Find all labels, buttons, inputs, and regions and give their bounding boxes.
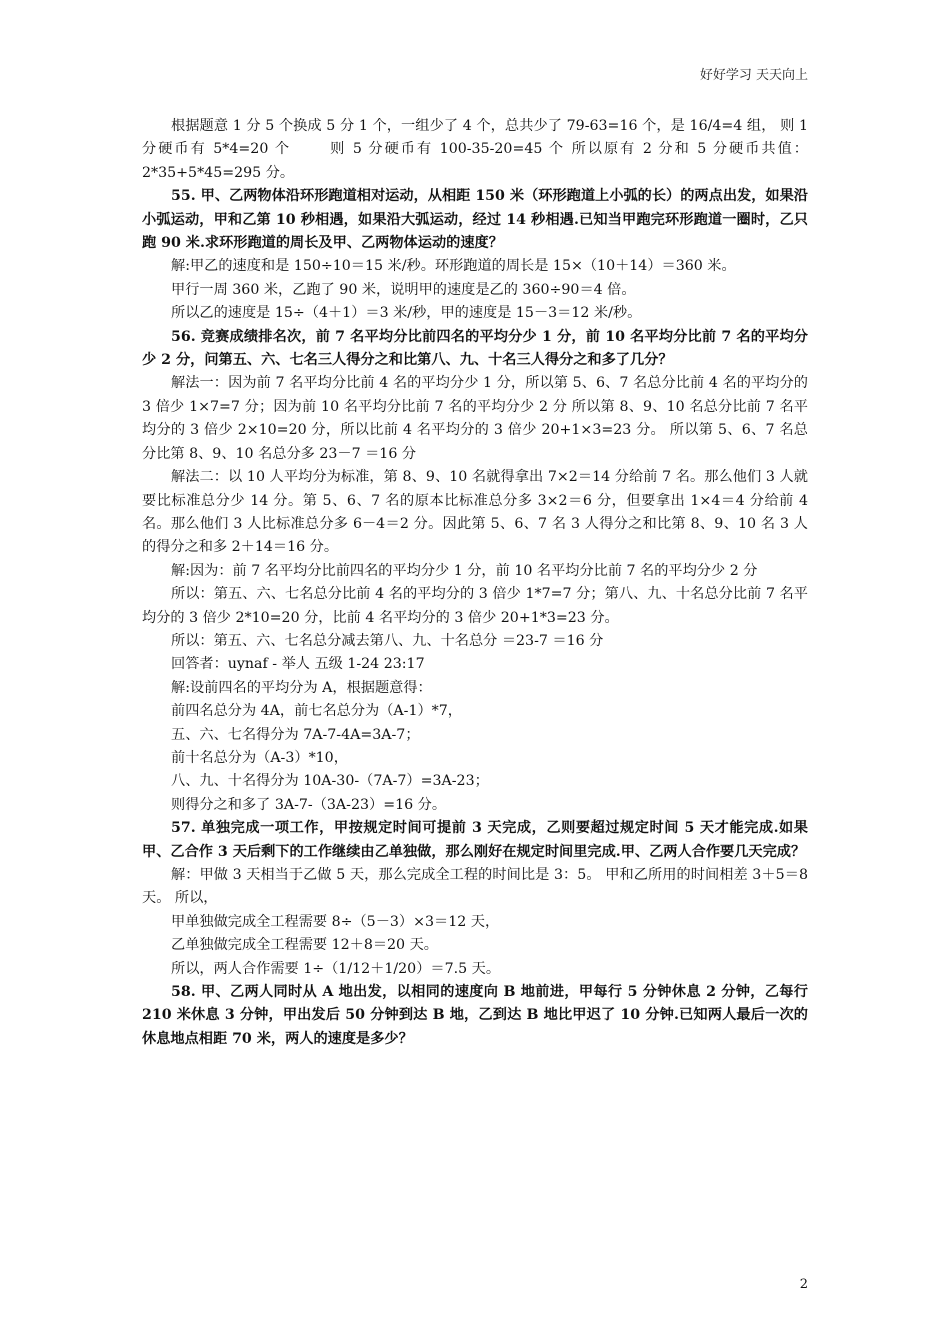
- solution-paragraph: 所以：第五、六、七名总分比前 4 名的平均分的 3 倍少 1*7=7 分；第八、九、十名总分比前 7 名平均分的 3 倍少 2*10=20 分，比前 4 名平均分的 3 倍少 20+1*3=23 分。: [142, 586, 808, 626]
- document-body: [142, 115, 813, 1051]
- solution-paragraph: 所以乙的速度是 15÷（4＋1）＝3 米/秒，甲的速度是 15－3＝12 米/秒。: [171, 305, 642, 322]
- solution-paragraph: 解:甲乙的速度和是 150÷10＝15 米/秒。环形跑道的周长是 15×（10＋14）＝360 米。: [171, 258, 736, 275]
- solution-paragraph: 所以：第五、六、七名总分减去第八、九、十名总分 ＝23-7 ＝16 分: [171, 632, 604, 649]
- question-paragraph: 55. 甲、乙两物体沿环形跑道相对运动，从相距 150 米（环形跑道上小弧的长）的两点出发，如果沿小弧运动，甲和乙第 10 秒相遇，如果沿大弧运动，经过 14 秒相遇.已知当甲跑完环形跑道一圈时，乙只跑 90 米.求环形跑道的周长及甲、乙两物体运动的速度？: [142, 188, 808, 252]
- solution-paragraph: 前四名总分为 4A，前七名总分为（A-1）*7，: [171, 703, 462, 720]
- solution-paragraph: 则得分之和多了 3A-7-（3A-23）=16 分。: [171, 796, 447, 813]
- solution-paragraph: 解法一：因为前 7 名平均分比前 4 名的平均分少 1 分，所以第 5、6、7 名总分比前 4 名的平均分的 3 倍少 1×7=7 分；因为前 10 名平均分比前 7 名的平均分少 2 分 所以第 8、9、10 名总分比前 7 名平均分的 3 倍少 2×10=20 分，所以比前 4 名平均分的 3 倍少 20+1×3=23 分。 所以第 5、6、7 名总分比第 8、9、10 名总分多 23－7 ＝16 分: [142, 375, 813, 462]
- page-number: 2: [799, 1277, 808, 1292]
- question-paragraph: 57. 单独完成一项工作，甲按规定时间可提前 3 天完成，乙则要超过规定时间 5 天才能完成.如果甲、乙合作 3 天后剩下的工作继续由乙单独做，那么刚好在规定时间里完成.甲、乙两人合作要几天完成？: [142, 820, 808, 860]
- solution-paragraph: 解:因为：前 7 名平均分比前四名的平均分少 1 分，前 10 名平均分比前 7 名的平均分少 2 分: [171, 562, 758, 579]
- solution-paragraph: 前十名总分为（A-3）*10，: [171, 749, 348, 766]
- question-paragraph: 58. 甲、乙两人同时从 A 地出发，以相同的速度向 B 地前进，甲每行 5 分钟休息 2 分钟，乙每行 210 米休息 3 分钟，甲出发后 50 分钟到达 B 地，乙到达 B 地比甲迟了 10 分钟.已知两人最后一次的休息地点相距 70 米，两人的速度是多少？: [142, 984, 813, 1047]
- page-header: 好好学习 天天向上: [699, 68, 808, 83]
- solution-paragraph: 所以，两人合作需要 1÷（1/12＋1/20）＝7.5 天。: [171, 960, 501, 977]
- solution-paragraph: 乙单独做完成全工程需要 12＋8＝20 天。: [171, 937, 438, 954]
- solution-paragraph: 解法二：以 10 人平均分为标准，第 8、9、10 名就得拿出 7×2＝14 分给前 7 名。那么他们 3 人就要比标准总分少 14 分。第 5、6、7 名的原本比标准总分多 3×2＝6 分，但要拿出 1×4＝4 分给前 4 名。那么他们 3 人比标准总分多 6－4＝2 分。因此第 5、6、7 名 3 人得分之和比第 8、9、10 名 3 人的得分之和多 2＋14＝16 分。: [142, 469, 813, 556]
- solution-paragraph: 甲行一周 360 米，乙跑了 90 米，说明甲的速度是乙的 360÷90＝4 倍。: [171, 281, 636, 298]
- question-paragraph: 56. 竞赛成绩排名次，前 7 名平均分比前四名的平均分少 1 分，前 10 名平均分比前 7 名的平均分少 2 分，问第五、六、七名三人得分之和比第八、九、十名三人得分之和多了几分？: [142, 328, 808, 369]
- solution-paragraph: 根据题意 1 分 5 个换成 5 分 1 个，一组少了 4 个，总共少了 79-63=16 个，是 16/4=4 组， 则 1 分硬币有 5*4=20 个 则 5 分硬币有 100-35-20=45 个 所以原有 2 分和 5 分硬币共值：2*35+5*45=295 分。: [142, 118, 813, 181]
- solution-paragraph: 解：甲做 3 天相当于乙做 5 天，那么完成全工程的时间比是 3：5。 甲和乙所用的时间相差 3＋5＝8 天。 所以，: [142, 867, 813, 907]
- solution-paragraph: 甲单独做完成全工程需要 8÷（5－3）×3＝12 天，: [171, 913, 500, 930]
- solution-paragraph: 解:设前四名的平均分为 A，根据题意得：: [171, 679, 432, 696]
- solution-paragraph: 回答者：uynaf - 举人 五级 1-24 23:17: [171, 656, 425, 673]
- solution-paragraph: 八、九、十名得分为 10A-30-（7A-7）=3A-23；: [171, 773, 489, 790]
- solution-paragraph: 五、六、七名得分为 7A-7-4A=3A-7；: [171, 726, 420, 743]
